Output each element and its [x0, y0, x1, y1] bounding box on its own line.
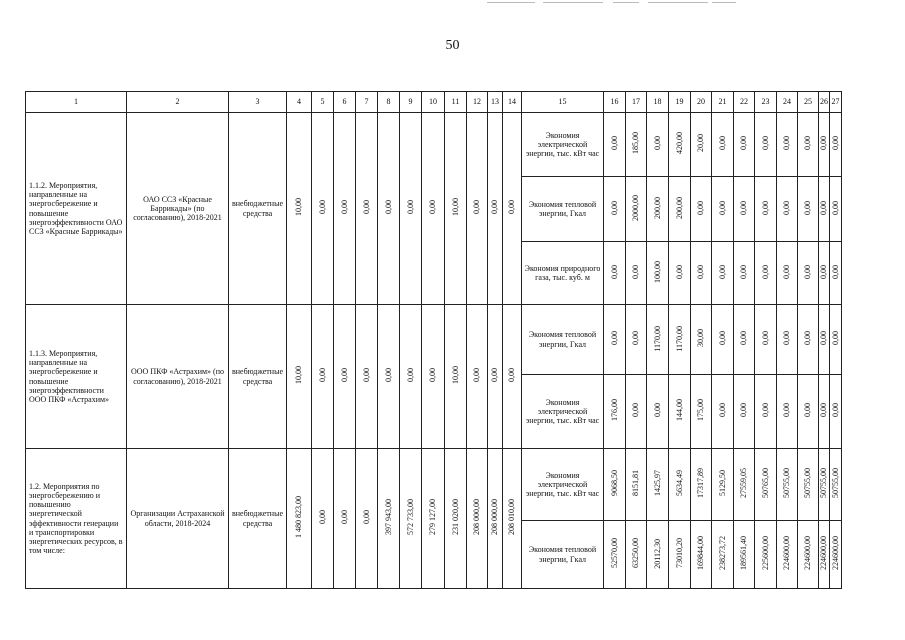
- indicator-value: 0,00: [696, 200, 706, 215]
- finance-value: 0,00: [339, 368, 349, 383]
- indicator-cell: [604, 449, 626, 521]
- indicator-cell: [669, 305, 691, 375]
- indicator-name: Экономия электрической энергии, тыс. кВт час: [522, 375, 604, 449]
- funding-source: внебюджетные средства: [229, 305, 287, 449]
- indicator-cell: [734, 305, 755, 375]
- finance-cell: [287, 305, 312, 449]
- indicator-name: Экономия тепловой энергии, Гкал: [522, 177, 604, 242]
- finance-cell: [488, 305, 503, 449]
- indicator-cell: [830, 449, 842, 521]
- indicator-value: 224600,00: [830, 536, 840, 571]
- indicator-cell: [712, 113, 734, 177]
- indicator-cell: [798, 305, 819, 375]
- indicator-cell: [626, 521, 647, 589]
- indicator-cell: [712, 177, 734, 242]
- indicator-value: 0,00: [830, 403, 840, 418]
- funding-source: внебюджетные средства: [229, 449, 287, 589]
- indicator-value: 185,00: [631, 132, 641, 155]
- indicator-value: 0,00: [803, 331, 813, 346]
- finance-cell: [445, 305, 467, 449]
- indicator-cell: [691, 375, 712, 449]
- finance-cell: [378, 449, 400, 589]
- indicator-value: 0,00: [819, 264, 829, 279]
- indicator-cell: [819, 113, 830, 177]
- column-number: 10: [422, 92, 445, 113]
- column-number: 2: [127, 92, 229, 113]
- indicator-cell: [626, 113, 647, 177]
- measure-name: 1.2. Мероприятия по энергосбережению и повышению энергетической эффективности генерации и транспортировки энергетических ресурсов, в том числе:: [26, 449, 127, 589]
- indicator-cell: [777, 242, 798, 305]
- finance-cell: [400, 305, 422, 449]
- column-number: 26: [819, 92, 830, 113]
- finance-value: 0,00: [428, 200, 438, 215]
- indicator-value: 0,00: [631, 403, 641, 418]
- column-number: 7: [356, 92, 378, 113]
- indicator-value: 0,00: [739, 331, 749, 346]
- indicator-cell: [798, 113, 819, 177]
- indicator-value: 50755,00: [819, 468, 829, 499]
- measure-name: 1.1.3. Мероприятия, направленные на энергосбережение и повышение энергоэффективности ООО ПКФ «Астрахим»: [26, 305, 127, 449]
- indicator-value: 0,00: [819, 136, 829, 151]
- indicator-value: 0,00: [717, 200, 727, 215]
- column-number: 18: [647, 92, 669, 113]
- indicator-value: 0,00: [739, 403, 749, 418]
- indicator-value: 0,00: [803, 264, 813, 279]
- indicator-cell: [734, 177, 755, 242]
- indicator-value: 0,00: [830, 331, 840, 346]
- finance-cell: [334, 449, 356, 589]
- indicator-value: 0,00: [782, 264, 792, 279]
- indicator-cell: [755, 242, 777, 305]
- indicator-value: 9068,50: [609, 470, 619, 497]
- finance-cell: [356, 113, 378, 305]
- indicator-value: 0,00: [819, 200, 829, 215]
- indicator-cell: [830, 305, 842, 375]
- indicator-cell: [777, 113, 798, 177]
- finance-value: 0,00: [317, 368, 327, 383]
- indicator-value: 2000,00: [631, 194, 641, 221]
- indicator-cell: [604, 375, 626, 449]
- indicator-value: 224600,00: [782, 536, 792, 571]
- finance-value: 10,00: [450, 366, 460, 385]
- finance-cell: [334, 305, 356, 449]
- finance-value: 279 127,00: [428, 499, 438, 536]
- indicator-value: 0,00: [803, 403, 813, 418]
- indicator-value: 0,00: [609, 264, 619, 279]
- indicator-value: 169844,00: [696, 536, 706, 571]
- indicator-value: 0,00: [739, 264, 749, 279]
- indicator-value: 0,00: [782, 200, 792, 215]
- indicator-cell: [691, 305, 712, 375]
- indicator-cell: [819, 242, 830, 305]
- finance-cell: [467, 305, 488, 449]
- indicator-cell: [755, 521, 777, 589]
- indicator-cell: [626, 177, 647, 242]
- column-number: 23: [755, 92, 777, 113]
- indicator-value: 27559,05: [739, 468, 749, 499]
- column-number: 25: [798, 92, 819, 113]
- indicator-value: 1425,97: [652, 470, 662, 497]
- table-row: [26, 113, 842, 177]
- indicator-cell: [604, 242, 626, 305]
- finance-cell: [400, 449, 422, 589]
- indicator-name: Экономия природного газа, тыс. куб. м: [522, 242, 604, 305]
- finance-value: 572 733,00: [405, 499, 415, 536]
- column-number: 8: [378, 92, 400, 113]
- finance-cell: [422, 449, 445, 589]
- indicator-cell: [734, 375, 755, 449]
- indicator-value: 0,00: [717, 264, 727, 279]
- executor-name: ООО ПКФ «Астрахим» (по согласованию), 2018-2021: [127, 305, 229, 449]
- indicator-cell: [647, 449, 669, 521]
- indicator-cell: [798, 375, 819, 449]
- indicator-cell: [777, 375, 798, 449]
- finance-value: 10,00: [294, 366, 304, 385]
- indicator-cell: [669, 375, 691, 449]
- column-number: 27: [830, 92, 842, 113]
- finance-value: 0,00: [507, 200, 517, 215]
- finance-cell: [503, 305, 522, 449]
- measure-name: 1.1.2. Мероприятия, направленные на энергосбережение и повышение энергоэффективности ОАО ССЗ «Красные Баррикады»: [26, 113, 127, 305]
- column-number: 20: [691, 92, 712, 113]
- indicator-value: 0,00: [760, 264, 770, 279]
- indicator-cell: [755, 375, 777, 449]
- indicator-value: 0,00: [803, 136, 813, 151]
- column-number: 21: [712, 92, 734, 113]
- indicator-cell: [819, 375, 830, 449]
- indicator-cell: [712, 521, 734, 589]
- indicator-value: 50755,00: [782, 468, 792, 499]
- indicator-value: 20112,30: [652, 538, 662, 569]
- funding-source: внебюджетные средства: [229, 113, 287, 305]
- finance-value: 0,00: [383, 368, 393, 383]
- finance-value: 1 480 823,00: [294, 496, 304, 539]
- indicator-cell: [691, 113, 712, 177]
- indicator-cell: [604, 113, 626, 177]
- indicator-value: 0,00: [609, 136, 619, 151]
- finance-value: 0,00: [317, 510, 327, 525]
- indicator-value: 0,00: [717, 136, 727, 151]
- indicator-value: 73010,20: [674, 538, 684, 569]
- indicator-cell: [755, 113, 777, 177]
- finance-value: 0,00: [405, 200, 415, 215]
- indicator-value: 144,00: [674, 399, 684, 422]
- indicator-name: Экономия тепловой энергии, Гкал: [522, 305, 604, 375]
- finance-cell: [422, 305, 445, 449]
- indicator-cell: [647, 242, 669, 305]
- column-number: 14: [503, 92, 522, 113]
- finance-cell: [488, 449, 503, 589]
- finance-value: 0,00: [339, 510, 349, 525]
- executor-name: ОАО ССЗ «Красные Баррикады» (по согласованию), 2018-2021: [127, 113, 229, 305]
- indicator-cell: [819, 177, 830, 242]
- indicator-value: 238273,72: [717, 536, 727, 571]
- indicator-value: 0,00: [782, 331, 792, 346]
- indicator-cell: [647, 113, 669, 177]
- table-row: [26, 305, 842, 375]
- program-table: [25, 91, 842, 589]
- finance-value: 231 020,00: [450, 499, 460, 536]
- indicator-value: 50765,00: [760, 468, 770, 499]
- indicator-cell: [626, 305, 647, 375]
- indicator-cell: [604, 305, 626, 375]
- finance-value: 0,00: [361, 368, 371, 383]
- indicator-cell: [734, 113, 755, 177]
- indicator-cell: [604, 177, 626, 242]
- indicator-value: 176,00: [609, 399, 619, 422]
- table-row: [26, 449, 842, 521]
- indicator-cell: [777, 521, 798, 589]
- column-number: 9: [400, 92, 422, 113]
- indicator-value: 0,00: [609, 331, 619, 346]
- indicator-value: 0,00: [760, 331, 770, 346]
- indicator-cell: [691, 521, 712, 589]
- indicator-name: Экономия тепловой энергии, Гкал: [522, 521, 604, 589]
- finance-value: 0,00: [472, 368, 482, 383]
- column-number: 1: [26, 92, 127, 113]
- finance-value: 0,00: [405, 368, 415, 383]
- finance-value: 0,00: [490, 200, 500, 215]
- indicator-cell: [604, 521, 626, 589]
- indicator-cell: [647, 177, 669, 242]
- finance-cell: [287, 113, 312, 305]
- indicator-cell: [626, 242, 647, 305]
- indicator-cell: [830, 521, 842, 589]
- finance-value: 0,00: [339, 200, 349, 215]
- indicator-value: 0,00: [631, 331, 641, 346]
- indicator-value: 20,00: [696, 134, 706, 153]
- indicator-cell: [691, 449, 712, 521]
- indicator-cell: [819, 449, 830, 521]
- indicator-value: 5634,49: [674, 470, 684, 497]
- finance-value: 10,00: [450, 198, 460, 217]
- indicator-value: 0,00: [717, 331, 727, 346]
- finance-value: 208 000,00: [472, 499, 482, 536]
- column-number: 22: [734, 92, 755, 113]
- indicator-value: 0,00: [760, 200, 770, 215]
- column-number: 5: [312, 92, 334, 113]
- finance-value: 208 010,00: [507, 499, 517, 536]
- finance-cell: [287, 449, 312, 589]
- indicator-value: 225600,00: [760, 536, 770, 571]
- finance-cell: [488, 113, 503, 305]
- indicator-value: 0,00: [819, 403, 829, 418]
- indicator-cell: [798, 242, 819, 305]
- indicator-value: 200,00: [652, 196, 662, 219]
- column-number: 13: [488, 92, 503, 113]
- indicator-cell: [734, 521, 755, 589]
- indicator-cell: [647, 305, 669, 375]
- indicator-cell: [798, 449, 819, 521]
- indicator-value: 30,00: [696, 329, 706, 348]
- column-number: 6: [334, 92, 356, 113]
- indicator-value: 0,00: [830, 200, 840, 215]
- finance-value: 10,00: [294, 198, 304, 217]
- indicator-cell: [669, 113, 691, 177]
- page-number: 50: [445, 38, 460, 53]
- indicator-cell: [755, 177, 777, 242]
- finance-value: 0,00: [383, 200, 393, 215]
- indicator-value: 0,00: [631, 264, 641, 279]
- indicator-cell: [798, 521, 819, 589]
- indicator-value: 0,00: [739, 200, 749, 215]
- column-number: 11: [445, 92, 467, 113]
- finance-value: 0,00: [428, 368, 438, 383]
- indicator-value: 0,00: [696, 264, 706, 279]
- indicator-value: 50755,00: [803, 468, 813, 499]
- indicator-cell: [669, 242, 691, 305]
- finance-cell: [312, 449, 334, 589]
- indicator-value: 100,00: [652, 260, 662, 283]
- indicator-cell: [734, 449, 755, 521]
- indicator-value: 420,00: [674, 132, 684, 155]
- indicator-value: 63250,00: [631, 538, 641, 569]
- finance-value: 208 000,00: [490, 499, 500, 536]
- indicator-cell: [830, 113, 842, 177]
- indicator-cell: [712, 449, 734, 521]
- finance-cell: [356, 449, 378, 589]
- indicator-value: 52570,00: [609, 538, 619, 569]
- indicator-value: 224600,00: [819, 536, 829, 571]
- indicator-value: 224600,00: [803, 536, 813, 571]
- executor-name: Организации Астраханской области, 2018-2024: [127, 449, 229, 589]
- indicator-value: 0,00: [674, 264, 684, 279]
- indicator-cell: [734, 242, 755, 305]
- indicator-cell: [830, 177, 842, 242]
- indicator-cell: [669, 521, 691, 589]
- finance-cell: [378, 305, 400, 449]
- finance-cell: [467, 449, 488, 589]
- indicator-value: 200,00: [674, 196, 684, 219]
- indicator-name: Экономия электрической энергии, тыс. кВт час: [522, 449, 604, 521]
- finance-cell: [312, 305, 334, 449]
- indicator-cell: [647, 375, 669, 449]
- indicator-cell: [777, 177, 798, 242]
- indicator-cell: [691, 177, 712, 242]
- finance-value: 0,00: [490, 368, 500, 383]
- column-number: 24: [777, 92, 798, 113]
- column-number: 15: [522, 92, 604, 113]
- finance-cell: [378, 113, 400, 305]
- indicator-value: 17317,89: [696, 468, 706, 499]
- finance-value: 397 943,00: [383, 499, 393, 536]
- indicator-value: 0,00: [760, 403, 770, 418]
- indicator-cell: [819, 305, 830, 375]
- indicator-value: 1170,00: [674, 325, 684, 352]
- finance-cell: [356, 305, 378, 449]
- indicator-cell: [755, 449, 777, 521]
- indicator-value: 8151,81: [631, 470, 641, 497]
- finance-cell: [422, 113, 445, 305]
- indicator-cell: [777, 449, 798, 521]
- indicator-value: 0,00: [652, 403, 662, 418]
- finance-cell: [503, 449, 522, 589]
- indicator-cell: [669, 177, 691, 242]
- finance-cell: [467, 113, 488, 305]
- finance-cell: [312, 113, 334, 305]
- finance-cell: [400, 113, 422, 305]
- indicator-name: Экономия электрической энергии, тыс. кВт час: [522, 113, 604, 177]
- finance-value: 0,00: [317, 200, 327, 215]
- indicator-value: 189561,40: [739, 536, 749, 571]
- indicator-value: 0,00: [782, 403, 792, 418]
- indicator-value: 0,00: [803, 200, 813, 215]
- indicator-value: 175,00: [696, 399, 706, 422]
- column-number: 16: [604, 92, 626, 113]
- indicator-cell: [626, 449, 647, 521]
- indicator-cell: [798, 177, 819, 242]
- indicator-cell: [712, 242, 734, 305]
- indicator-cell: [819, 521, 830, 589]
- indicator-cell: [647, 521, 669, 589]
- indicator-cell: [712, 305, 734, 375]
- indicator-value: 0,00: [760, 136, 770, 151]
- indicator-cell: [830, 242, 842, 305]
- finance-value: 0,00: [361, 510, 371, 525]
- indicator-value: 0,00: [782, 136, 792, 151]
- column-number: 12: [467, 92, 488, 113]
- indicator-cell: [777, 305, 798, 375]
- indicator-value: 0,00: [830, 264, 840, 279]
- indicator-cell: [669, 449, 691, 521]
- indicator-value: 0,00: [739, 136, 749, 151]
- indicator-value: 0,00: [609, 200, 619, 215]
- indicator-value: 5129,50: [717, 470, 727, 497]
- indicator-value: 50755,00: [830, 468, 840, 499]
- indicator-cell: [691, 242, 712, 305]
- finance-value: 0,00: [507, 368, 517, 383]
- finance-cell: [445, 113, 467, 305]
- indicator-cell: [626, 375, 647, 449]
- indicator-value: 0,00: [717, 403, 727, 418]
- indicator-value: 0,00: [819, 331, 829, 346]
- column-number: 3: [229, 92, 287, 113]
- finance-value: 0,00: [361, 200, 371, 215]
- finance-cell: [445, 449, 467, 589]
- indicator-value: 1170,00: [652, 325, 662, 352]
- column-number: 4: [287, 92, 312, 113]
- indicator-value: 0,00: [830, 136, 840, 151]
- indicator-cell: [712, 375, 734, 449]
- indicator-value: 0,00: [652, 136, 662, 151]
- finance-value: 0,00: [472, 200, 482, 215]
- finance-cell: [334, 113, 356, 305]
- indicator-cell: [755, 305, 777, 375]
- column-number-row: [26, 92, 842, 113]
- column-number: 19: [669, 92, 691, 113]
- column-number: 17: [626, 92, 647, 113]
- finance-cell: [503, 113, 522, 305]
- indicator-cell: [830, 375, 842, 449]
